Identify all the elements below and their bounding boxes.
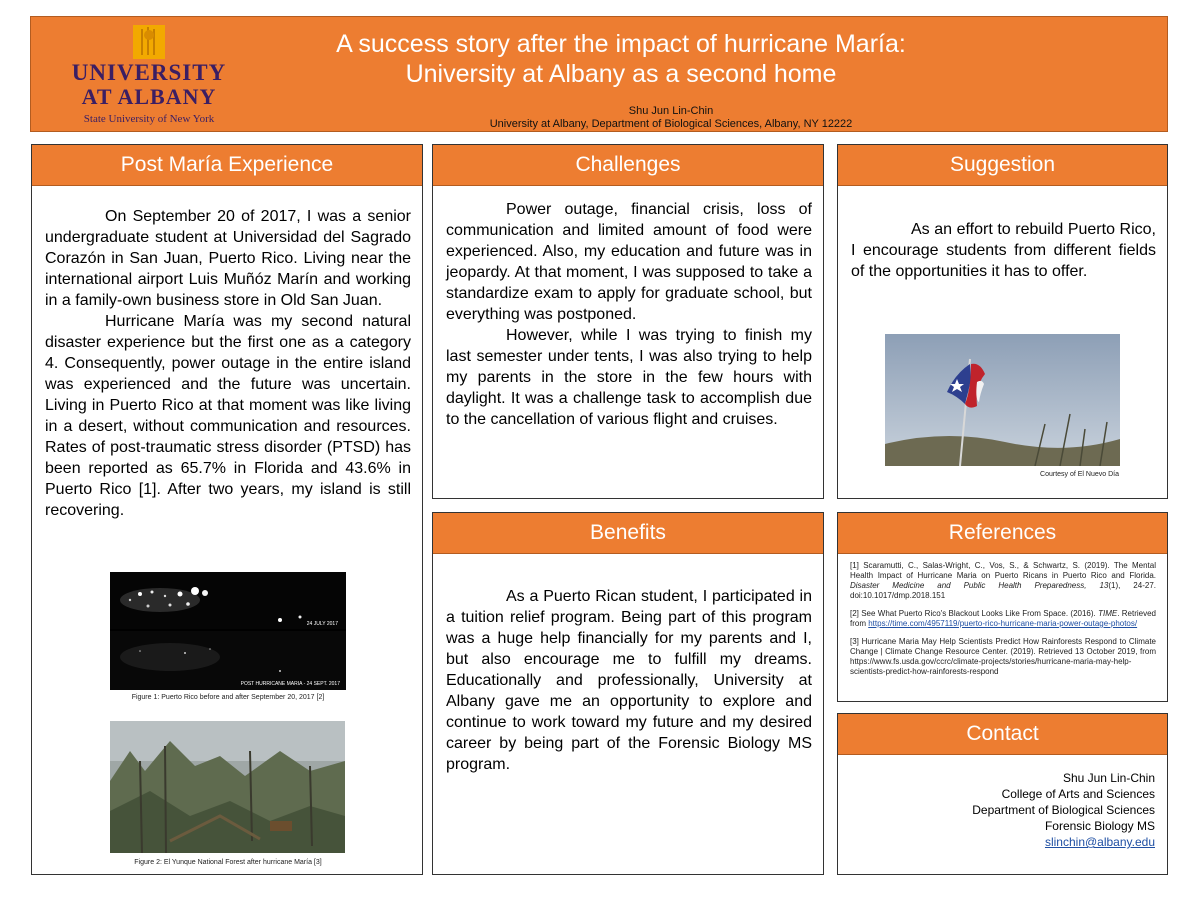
fig1-label-bottom: POST HURRICANE MARIA - 24 SEPT. 2017 — [240, 681, 340, 687]
author-name: Shu Jun Lin-Chin — [628, 105, 714, 117]
contact-program: Forensic Biology MS — [1044, 819, 1155, 833]
logo-line1: UNIVERSITY — [71, 60, 227, 85]
challenges-para2: However, while I was trying to finish my last semester under tents, I was also trying to help my parents in the store in the few hours with daylight. It was a challenge task to accomplish due to the cancellation of various flight and cruises. — [446, 327, 812, 428]
reference-2-source: TIME — [1098, 609, 1118, 618]
benefits-para1: As a Puerto Rican student, I participated in a tuition relief program. Being part of this program was a huge help financially for my parents and I, but also encourage me to fulfill my dreams. Educationally and professionally, University at Albany gave me an opportunity to explore and continue to work toward my future and my desired career by being part of the Forensic Biology MS program. — [446, 588, 812, 773]
puerto-rico-flag-photo — [885, 334, 1120, 466]
references-panel — [837, 512, 1168, 702]
contact-email-link[interactable]: slinchin@albany.edu — [1044, 835, 1155, 849]
challenges-text — [446, 199, 812, 430]
post-maria-para1: On September 20 of 2017, I was a senior undergraduate student at Universidad del Sagrado Corazón in San Juan, Puerto Rico. Living near the international airport Luis Muñóz Marín and working in a family-own business store in Old San Juan. — [45, 208, 411, 309]
benefits-text — [446, 586, 812, 775]
fig1-label-top: 24 JULY 2017 — [306, 621, 338, 627]
benefits-panel — [432, 512, 824, 875]
figure-2-forest-photo — [110, 721, 345, 853]
challenges-panel — [432, 144, 824, 499]
reference-2-link[interactable]: https://time.com/4957119/puerto-rico-hurricane-maria-power-outage-photos/ — [868, 619, 1138, 628]
contact-heading: Contact — [838, 714, 1167, 755]
references-list — [850, 561, 1156, 685]
contact-department: Department of Biological Sciences — [972, 803, 1155, 817]
title-line2: University at Albany as a second home — [405, 60, 837, 88]
post-maria-para2: Hurricane María was my second natural disaster experience but the first one as a category 4. Consequently, power outage in the entire island was experienced and the future was uncertain. Living in Puerto Rico at that moment was like living in a desert, without communication and resources. Rates of post-traumatic stress disorder (PTSD) has been reported as 65.7% in Florida and 43.6% in Puerto Rico [1]. After two years, my island is still recovering. — [45, 313, 411, 519]
suggestion-heading: Suggestion — [838, 145, 1167, 186]
post-maria-panel — [31, 144, 423, 875]
reference-1: [1] Scaramutti, C., Salas-Wright, C., Vos, S., & Schwartz, S. (2019). The Mental Health Impact of Hurricane Maria on Puerto Ricans in Puerto Rico and Florida. Disaster Medicine and Public Health Preparedness, 13(1), 24-27. doi:10.1017/dmp.2018.151 — [850, 561, 1156, 600]
reference-3: [3] Hurricane Maria May Help Scientists Predict How Rainforests Respond to Climate Change | Climate Change Resource Center. (2019). Retrieved 13 October 2019, from https://www.fs.usda.gov/ccrc/climate-projects/stories/hurricane-maria-may-help-scientists-predict-how-rainforests-respond — [850, 637, 1156, 676]
poster-header — [30, 16, 1168, 132]
suggestion-panel — [837, 144, 1168, 499]
suggestion-photo-credit: Courtesy of El Nuevo Día — [1040, 471, 1119, 478]
title-line1: A success story after the impact of hurricane María: — [336, 30, 906, 58]
poster-title — [231, 29, 1011, 89]
suggestion-para1: As an effort to rebuild Puerto Rico, I encourage students from different fields of the opportunities it has to offer. — [851, 221, 1156, 280]
minerva-icon — [129, 23, 169, 59]
contact-college: College of Arts and Sciences — [1001, 787, 1155, 801]
figure-1-satellite — [110, 572, 346, 690]
author-block — [331, 105, 1011, 131]
reference-1-journal: Disaster Medicine and Public Health Preparedness, 13 — [850, 581, 1109, 590]
contact-name: Shu Jun Lin-Chin — [1062, 771, 1155, 785]
contact-panel — [837, 713, 1168, 875]
figure-2-caption: Figure 2: El Yunque National Forest after hurricane María [3] — [134, 859, 322, 866]
suggestion-text — [851, 219, 1156, 282]
logo-line2: AT ALBANY — [81, 84, 217, 109]
challenges-para1: Power outage, financial crisis, loss of communication and limited amount of food were experienced. Also, my education and future was in jeopardy. At that moment, I was supposed to take a standardize exam to apply for graduate school, but everything was postponed. — [446, 201, 812, 323]
logo-line3: State University of New York — [83, 113, 215, 125]
challenges-heading: Challenges — [433, 145, 823, 186]
university-logo — [69, 23, 229, 131]
post-maria-text — [45, 206, 411, 521]
satellite-before-image — [110, 572, 346, 629]
post-maria-heading: Post María Experience — [32, 145, 422, 186]
figure-1-caption: Figure 1: Puerto Rico before and after September 20, 2017 [2] — [131, 694, 325, 701]
contact-details — [972, 770, 1155, 850]
author-affiliation: University at Albany, Department of Biological Sciences, Albany, NY 12222 — [489, 118, 853, 130]
references-heading: References — [838, 513, 1167, 554]
satellite-after-image — [110, 631, 346, 690]
reference-2: [2] See What Puerto Rico's Blackout Looks Like From Space. (2016). TIME. Retrieved from https://time.com/4957119/puerto-rico-hurricane-maria-power-outage-photos/ — [850, 609, 1156, 628]
benefits-heading: Benefits — [433, 513, 823, 554]
